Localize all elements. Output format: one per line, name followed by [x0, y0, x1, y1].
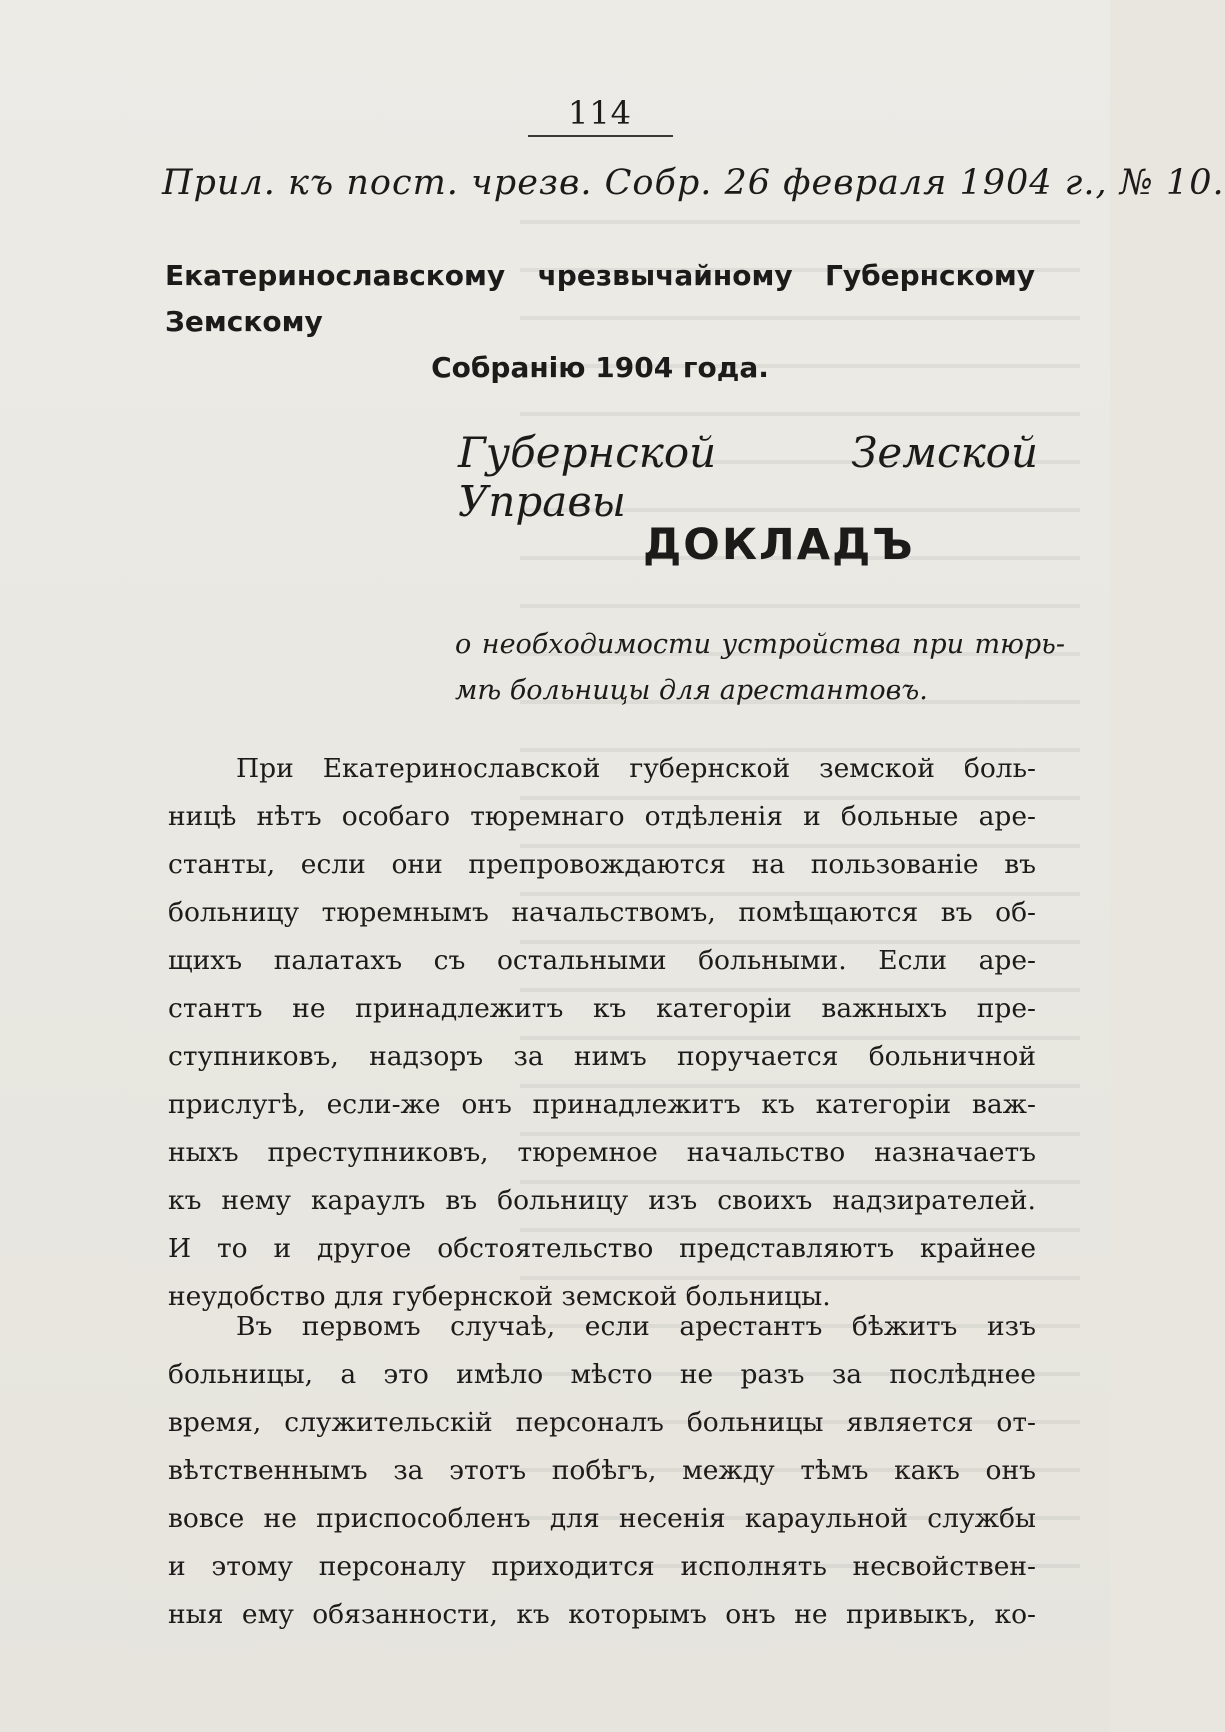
- text-line: При Екатеринославской губернской земской боль-: [236, 753, 1036, 784]
- board-name: Губернской Земской Управы: [458, 428, 1038, 526]
- page-number-rule: [528, 135, 673, 137]
- text-line: неудобство для губернской земской больницы.: [168, 1281, 831, 1312]
- document-subtitle: [455, 622, 1065, 714]
- text-line: больницы, а это имѣло мѣсто не разъ за послѣднее: [168, 1359, 1036, 1390]
- page-number: 114: [567, 94, 633, 132]
- text-line: больницу тюремнымъ начальствомъ, помѣщаются въ об-: [168, 897, 1036, 928]
- subtitle-line: о необходимости устройства при тюрь-: [455, 629, 1065, 660]
- text-line: ныхъ преступниковъ, тюремное начальство назначаетъ: [168, 1137, 1036, 1168]
- text-line: вовсе не приспособленъ для несенія караульной службы: [168, 1503, 1036, 1534]
- text-line: станты, если они препровождаются на пользованіе въ: [168, 849, 1036, 880]
- text-line: Въ первомъ случаѣ, если арестантъ бѣжитъ изъ: [236, 1311, 1036, 1342]
- text-line: и этому персоналу приходится исполнять несвойствен-: [168, 1551, 1036, 1582]
- text-line: ницѣ нѣтъ особаго тюремнаго отдѣленія и больные аре-: [168, 801, 1036, 832]
- paragraph-1: [168, 745, 1036, 1321]
- text-line: вѣтственнымъ за этотъ побѣгъ, между тѣмъ какъ онъ: [168, 1455, 1036, 1486]
- paragraph-2: [168, 1303, 1036, 1639]
- header-reference: Прил. къ пост. чрезв. Собр. 26 февраля 1904 г., № 10.: [162, 163, 1225, 203]
- addressee-line: Екатеринославскому чрезвычайному Губернскому Земскому: [165, 259, 1035, 338]
- text-line: къ нему караулъ въ больницу изъ своихъ надзирателей.: [168, 1185, 1036, 1216]
- text-line: время, служительскій персоналъ больницы является от-: [168, 1407, 1036, 1438]
- addressee-line: Собранію 1904 года.: [431, 351, 769, 384]
- document-title: ДОКЛАДЪ: [643, 520, 915, 570]
- text-line: ныя ему обязанности, къ которымъ онъ не привыкъ, ко-: [168, 1599, 1036, 1630]
- text-line: прислугѣ, если-же онъ принадлежитъ къ категоріи важ-: [168, 1089, 1036, 1120]
- text-line: И то и другое обстоятельство представляютъ крайнее: [168, 1233, 1036, 1264]
- text-line: стантъ не принадлежитъ къ категоріи важныхъ пре-: [168, 993, 1036, 1024]
- text-line: ступниковъ, надзоръ за нимъ поручается больничной: [168, 1041, 1036, 1072]
- subtitle-line: мѣ больницы для арестантовъ.: [455, 675, 928, 706]
- addressee: [165, 253, 1035, 391]
- text-line: щихъ палатахъ съ остальными больными. Если аре-: [168, 945, 1036, 976]
